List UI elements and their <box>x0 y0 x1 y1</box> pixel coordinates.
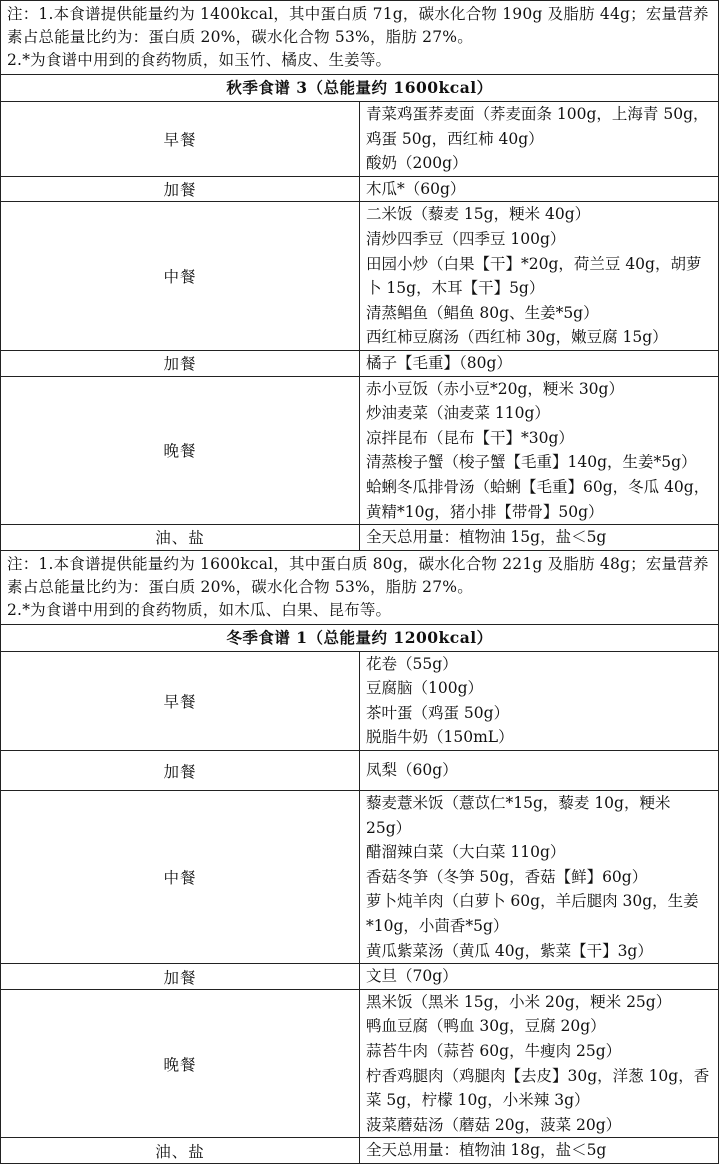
meal-items <box>360 202 719 351</box>
meal-row-snack <box>1 350 719 376</box>
meal-name: 早餐 <box>1 102 360 177</box>
section-title-row <box>1 75 719 102</box>
dish-line: 柠香鸡腿肉（鸡腿肉【去皮】30g，洋葱 10g，香菜 5g，柠檬 10g，小米辣 3g） <box>366 1066 710 1110</box>
meal-items <box>360 176 719 202</box>
dish-line: 黄瓜紫菜汤（黄瓜 40g，紫菜【干】3g） <box>366 941 653 960</box>
meal-items <box>360 350 719 376</box>
dish-line: 清蒸鲳鱼（鲳鱼 80g、生姜*5g） <box>366 303 599 322</box>
meal-items <box>360 989 719 1138</box>
meal-row-oil-salt <box>1 1138 719 1164</box>
meal-items <box>360 751 719 791</box>
note-line: 2.*为食谱中用到的食药物质，如木瓜、白果、昆布等。 <box>7 600 392 619</box>
dish-line: 香菇冬笋（冬笋 50g，香菇【鲜】60g） <box>366 867 648 886</box>
meal-items <box>360 376 719 525</box>
meal-name: 油、盐 <box>1 1138 360 1164</box>
meal-name: 晚餐 <box>1 376 360 525</box>
dish-line: 全天总用量：植物油 15g，盐＜5g <box>366 528 607 547</box>
meal-row-breakfast <box>1 651 719 750</box>
dish-line: 西红柿豆腐汤（西红柿 30g，嫩豆腐 15g） <box>366 328 668 347</box>
dish-line: 清蒸梭子蟹（梭子蟹【毛重】140g，生姜*5g） <box>366 453 697 472</box>
dish-line: 花卷（55g） <box>366 654 458 673</box>
meal-items <box>360 1138 719 1164</box>
dish-line: 豆腐脑（100g） <box>366 679 484 698</box>
meal-row-snack <box>1 751 719 791</box>
dish-line: 鸭血豆腐（鸭血 30g，豆腐 20g） <box>366 1017 606 1036</box>
meal-name: 加餐 <box>1 751 360 791</box>
meal-name: 早餐 <box>1 651 360 750</box>
dish-line: 茶叶蛋（鸡蛋 50g） <box>366 703 510 722</box>
section-title-winter-1: 冬季食谱 1（总能量约 1200kcal） <box>1 624 719 651</box>
dish-line: 藜麦薏米饭（薏苡仁*15g，藜麦 10g，粳米 25g） <box>366 794 671 837</box>
meal-row-snack <box>1 176 719 202</box>
meal-items <box>360 651 719 750</box>
dish-line: 酸奶（200g） <box>366 154 468 173</box>
dish-line: 炒油麦菜（油麦菜 110g） <box>366 404 550 423</box>
notes-row-top <box>1 1 719 75</box>
meal-name: 加餐 <box>1 350 360 376</box>
dish-line: 醋溜辣白菜（大白菜 110g） <box>366 843 566 862</box>
dish-line: 凉拌昆布（昆布【干】*30g） <box>366 428 574 447</box>
meal-items <box>360 525 719 551</box>
meal-items <box>360 964 719 990</box>
meal-row-oil-salt <box>1 525 719 551</box>
meal-items <box>360 102 719 177</box>
meal-row-snack <box>1 964 719 990</box>
meal-row-breakfast <box>1 102 719 177</box>
dish-line: 脱脂牛奶（150mL） <box>366 728 514 747</box>
meal-name: 加餐 <box>1 964 360 990</box>
meal-name: 油、盐 <box>1 525 360 551</box>
dish-line: 文旦（70g） <box>366 967 458 986</box>
note-line: 注：1.本食谱提供能量约为 1600kcal，其中蛋白质 80g，碳水化合物 221g 及脂肪 48g；宏量营养素占总能量比约为：蛋白质 20%，碳水化合物 53%，脂肪 27%。 <box>7 554 709 596</box>
note-line: 2.*为食谱中用到的食药物质，如玉竹、橘皮、生姜等。 <box>7 51 392 69</box>
dish-line: 清炒四季豆（四季豆 100g） <box>366 229 566 248</box>
dish-line: 菠菜蘑菇汤（蘑菇 20g，菠菜 20g） <box>366 1115 622 1134</box>
meal-items <box>360 791 719 964</box>
section-title-autumn-3: 秋季食谱 3（总能量约 1600kcal） <box>1 75 719 102</box>
notes-block <box>1 1 719 75</box>
note-line: 注：1.本食谱提供能量约为 1400kcal，其中蛋白质 71g，碳水化合物 190g 及脂肪 44g；宏量营养素占总能量比约为：蛋白质 20%，碳水化合物 53%，脂肪 27%。 <box>7 5 709 46</box>
meal-name: 中餐 <box>1 791 360 964</box>
dish-line: 田园小炒（白果【干】*20g，荷兰豆 40g，胡萝卜 15g，木耳【干】5g） <box>366 254 702 298</box>
dish-line: 蒜苔牛肉（蒜苔 60g，牛瘦肉 25g） <box>366 1042 622 1060</box>
dish-line: 凤梨（60g） <box>366 761 458 780</box>
dish-line: 黑米饭（黑米 15g，小米 20g，粳米 25g） <box>366 992 672 1011</box>
dish-line: 橘子【毛重】（80g） <box>366 353 512 372</box>
meal-name: 加餐 <box>1 176 360 202</box>
meal-row-lunch <box>1 202 719 351</box>
dish-line: 蛤蜊冬瓜排骨汤（蛤蜊【毛重】60g，冬瓜 40g，黄精*10g，猪小排【带骨】50g） <box>366 477 710 521</box>
section-title-row <box>1 624 719 651</box>
notes-block <box>1 550 719 624</box>
notes-row <box>1 550 719 624</box>
meal-row-dinner <box>1 989 719 1138</box>
meal-name: 晚餐 <box>1 989 360 1138</box>
meal-row-dinner <box>1 376 719 525</box>
meal-name: 中餐 <box>1 202 360 351</box>
dish-line: 萝卜炖羊肉（白萝卜 60g，羊后腿肉 30g，生姜*10g，小茴香*5g） <box>366 892 699 936</box>
meal-row-lunch <box>1 791 719 964</box>
dish-line: 青菜鸡蛋荞麦面（荞麦面条 100g，上海青 50g，鸡蛋 50g，西红柿 40g） <box>366 105 709 148</box>
dish-line: 赤小豆饭（赤小豆*20g，粳米 30g） <box>366 379 624 398</box>
dish-line: 全天总用量：植物油 18g，盐＜5g <box>366 1141 607 1160</box>
dish-line: 二米饭（藜麦 15g，粳米 40g） <box>366 205 591 224</box>
dish-line: 木瓜*（60g） <box>366 179 466 198</box>
